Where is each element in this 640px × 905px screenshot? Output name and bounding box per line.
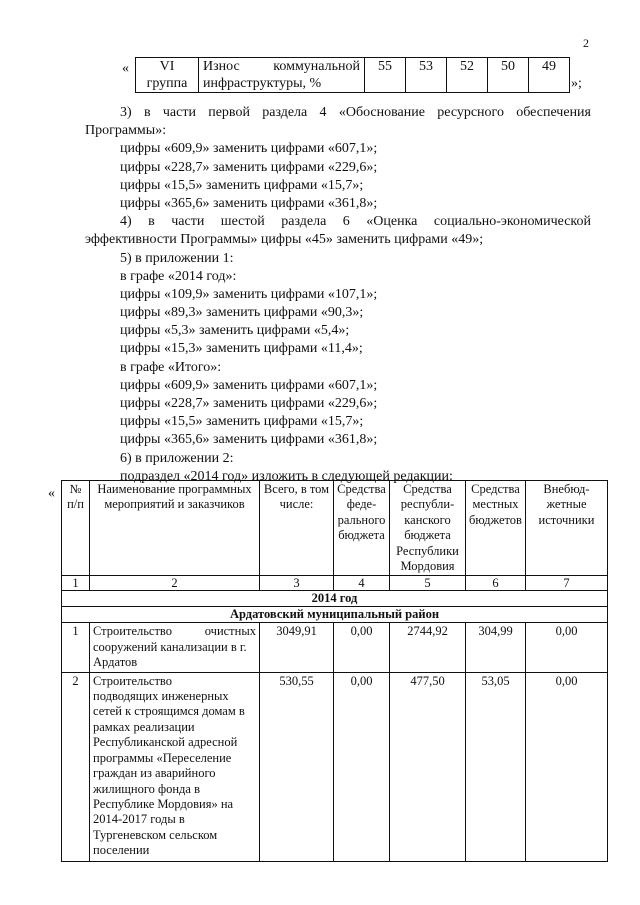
header-cell: Наименование программных мероприятий и заказчиков	[90, 481, 260, 576]
indicator-name-line-2: инфраструктуры, %	[203, 76, 322, 91]
text-line: цифры «15,5» заменить цифрами «15,7»;	[120, 414, 364, 430]
text-line: цифры «228,7» заменить цифрами «229,6»;	[120, 159, 378, 175]
column-number: 1	[62, 576, 90, 591]
description-word: Строительство	[93, 624, 173, 639]
text-line: 5) в приложении 1:	[120, 250, 234, 266]
column-number: 2	[90, 576, 260, 591]
text-line: цифры «15,3» заменить цифрами «11,4»;	[120, 341, 363, 357]
text-line: цифры «365,6» заменить цифрами «361,8»;	[120, 432, 378, 448]
table-row	[136, 58, 570, 93]
group-line-2: группа	[146, 76, 188, 91]
header-cell: Средства местных бюджетов	[466, 481, 526, 576]
text-line: цифры «609,9» заменить цифрами «607,1»;	[120, 377, 378, 393]
open-quote: «	[122, 61, 129, 76]
close-quote: »;	[571, 76, 582, 91]
column-number: 3	[260, 576, 334, 591]
description-word: очистных	[204, 624, 256, 639]
local-amount: 53,05	[466, 672, 526, 861]
row-index: 2	[62, 672, 90, 861]
header-cell: Всего, в том числе:	[260, 481, 334, 576]
indicator-name-word-2: коммунальной	[273, 59, 360, 74]
total-amount: 530,55	[260, 672, 334, 861]
program-activities-table	[61, 480, 608, 862]
text-line: цифры «228,7» заменить цифрами «229,6»;	[120, 396, 378, 411]
infrastructure-table	[135, 57, 570, 93]
federal-amount: 0,00	[334, 672, 390, 861]
text-line: в графе «2014 год»:	[120, 268, 237, 284]
district-heading: Ардатовский муниципальный район	[62, 607, 608, 623]
text-line: цифры «365,6» заменить цифрами «361,8»;	[120, 195, 378, 211]
text-line: 6) в приложении 2:	[120, 450, 234, 466]
group-line-1: VI	[159, 59, 175, 74]
value-cell: 55	[365, 58, 406, 93]
table-open-quote: «	[48, 486, 55, 501]
value-cell: 53	[406, 58, 447, 93]
group-cell	[136, 58, 199, 93]
table-row	[62, 623, 608, 672]
header-cell: Средства феде-рального бюджета	[334, 481, 390, 576]
column-number: 5	[390, 576, 466, 591]
text-line: цифры «15,5» заменить цифрами «15,7»;	[120, 177, 364, 193]
text-line: 4) в части шестой раздела 6 «Оценка социально-экономической	[120, 214, 591, 230]
column-number: 6	[466, 576, 526, 591]
year-row	[62, 591, 608, 607]
amendment-text	[85, 104, 591, 486]
text-line: 3) в части первой раздела 4 «Обоснование ресурсного обеспечения	[120, 105, 591, 120]
year-heading: 2014 год	[62, 591, 608, 607]
text-line: цифры «5,3» заменить цифрами «5,4»;	[120, 323, 350, 339]
column-number: 7	[526, 576, 608, 591]
text-line: цифры «109,9» заменить цифрами «107,1»;	[120, 286, 378, 302]
text-line: цифры «609,9» заменить цифрами «607,1»;	[120, 141, 378, 157]
total-amount: 3049,91	[260, 623, 334, 672]
header-cell: Средства республи-канского бюджета Республики Мордовия	[390, 481, 466, 576]
column-number-row	[62, 576, 608, 591]
text-line: эффективности Программы» цифры «45» заменить цифрами «49»;	[85, 232, 484, 248]
text-line: подраздел «2014 год» изложить в следующей редакции:	[120, 468, 453, 484]
table-row	[62, 672, 608, 861]
extrabudget-amount: 0,00	[526, 672, 608, 861]
column-number: 4	[334, 576, 390, 591]
description-word: Строительство	[93, 673, 173, 688]
indicator-name-word-1: Износ	[203, 59, 240, 74]
republic-amount: 477,50	[390, 672, 466, 861]
indicator-name-cell	[199, 58, 365, 93]
value-cell: 50	[488, 58, 529, 93]
extrabudget-amount: 0,00	[526, 623, 608, 672]
activity-description	[90, 623, 260, 672]
value-cell: 49	[529, 58, 570, 93]
activity-description	[90, 672, 260, 861]
federal-amount: 0,00	[334, 623, 390, 672]
page-number: 2	[583, 36, 589, 50]
local-amount: 304,99	[466, 623, 526, 672]
description-rest: сооружений канализации в г. Ардатов	[93, 639, 247, 670]
table-header-row	[62, 481, 608, 576]
row-index: 1	[62, 623, 90, 672]
text-line: цифры «89,3» заменить цифрами «90,3»;	[120, 305, 364, 321]
header-cell: Внебюд-жетные источники	[526, 481, 608, 576]
header-cell: № п/п	[62, 481, 90, 576]
description-rest: подводящих инженерных сетей к строящимся домам в рамках реализации Республиканской адресной программы «Переселение граждан из аварийного жилищного фонда в Республике Мордовия» на 2014-2017 годы в Тургеневском сельском поселении	[93, 689, 245, 858]
district-row	[62, 607, 608, 623]
value-cell: 52	[447, 58, 488, 93]
text-line: Программы»:	[85, 123, 167, 139]
republic-amount: 2744,92	[390, 623, 466, 672]
text-line: в графе «Итого»:	[120, 359, 222, 375]
